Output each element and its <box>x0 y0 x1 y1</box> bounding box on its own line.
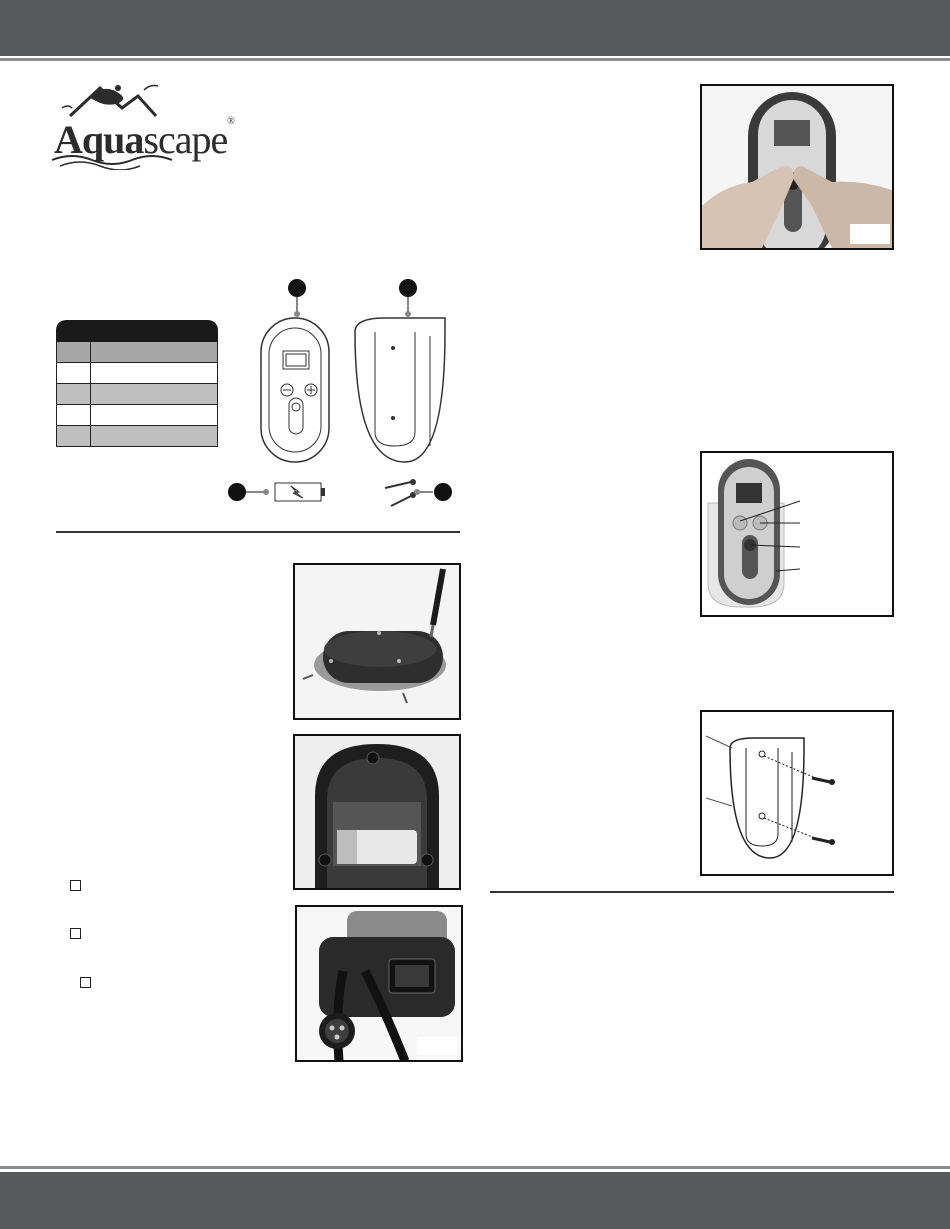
screws-icon <box>385 479 416 506</box>
logo-waves <box>50 152 250 170</box>
photo-holder-mounting <box>700 710 894 876</box>
parts-table <box>56 320 218 447</box>
table-row <box>56 363 218 384</box>
header-rule <box>0 58 950 61</box>
checkbox-1[interactable] <box>70 880 81 891</box>
table-row <box>56 384 218 405</box>
photo-receiver-switch <box>295 905 463 1062</box>
section-rule <box>490 891 894 893</box>
checkbox-2[interactable] <box>70 928 81 939</box>
parts-table-header <box>56 320 218 342</box>
footer-rule <box>0 1166 950 1169</box>
logo-wordmark: Aquascape® <box>54 116 234 162</box>
photo-remote-callouts <box>700 451 894 617</box>
checkbox-3[interactable] <box>80 977 91 988</box>
photo-pairing-buttons <box>700 84 894 250</box>
section-rule <box>56 531 460 533</box>
table-row <box>56 426 218 447</box>
aquascape-logo <box>50 78 260 168</box>
photo-remove-screws <box>293 563 461 720</box>
parts-diagram <box>225 276 465 516</box>
photo-battery-compartment <box>293 734 461 890</box>
table-row <box>56 342 218 363</box>
battery-bolt-icon <box>275 483 325 501</box>
footer-bar <box>0 1172 950 1229</box>
header-bar <box>0 0 950 56</box>
table-row <box>56 405 218 426</box>
